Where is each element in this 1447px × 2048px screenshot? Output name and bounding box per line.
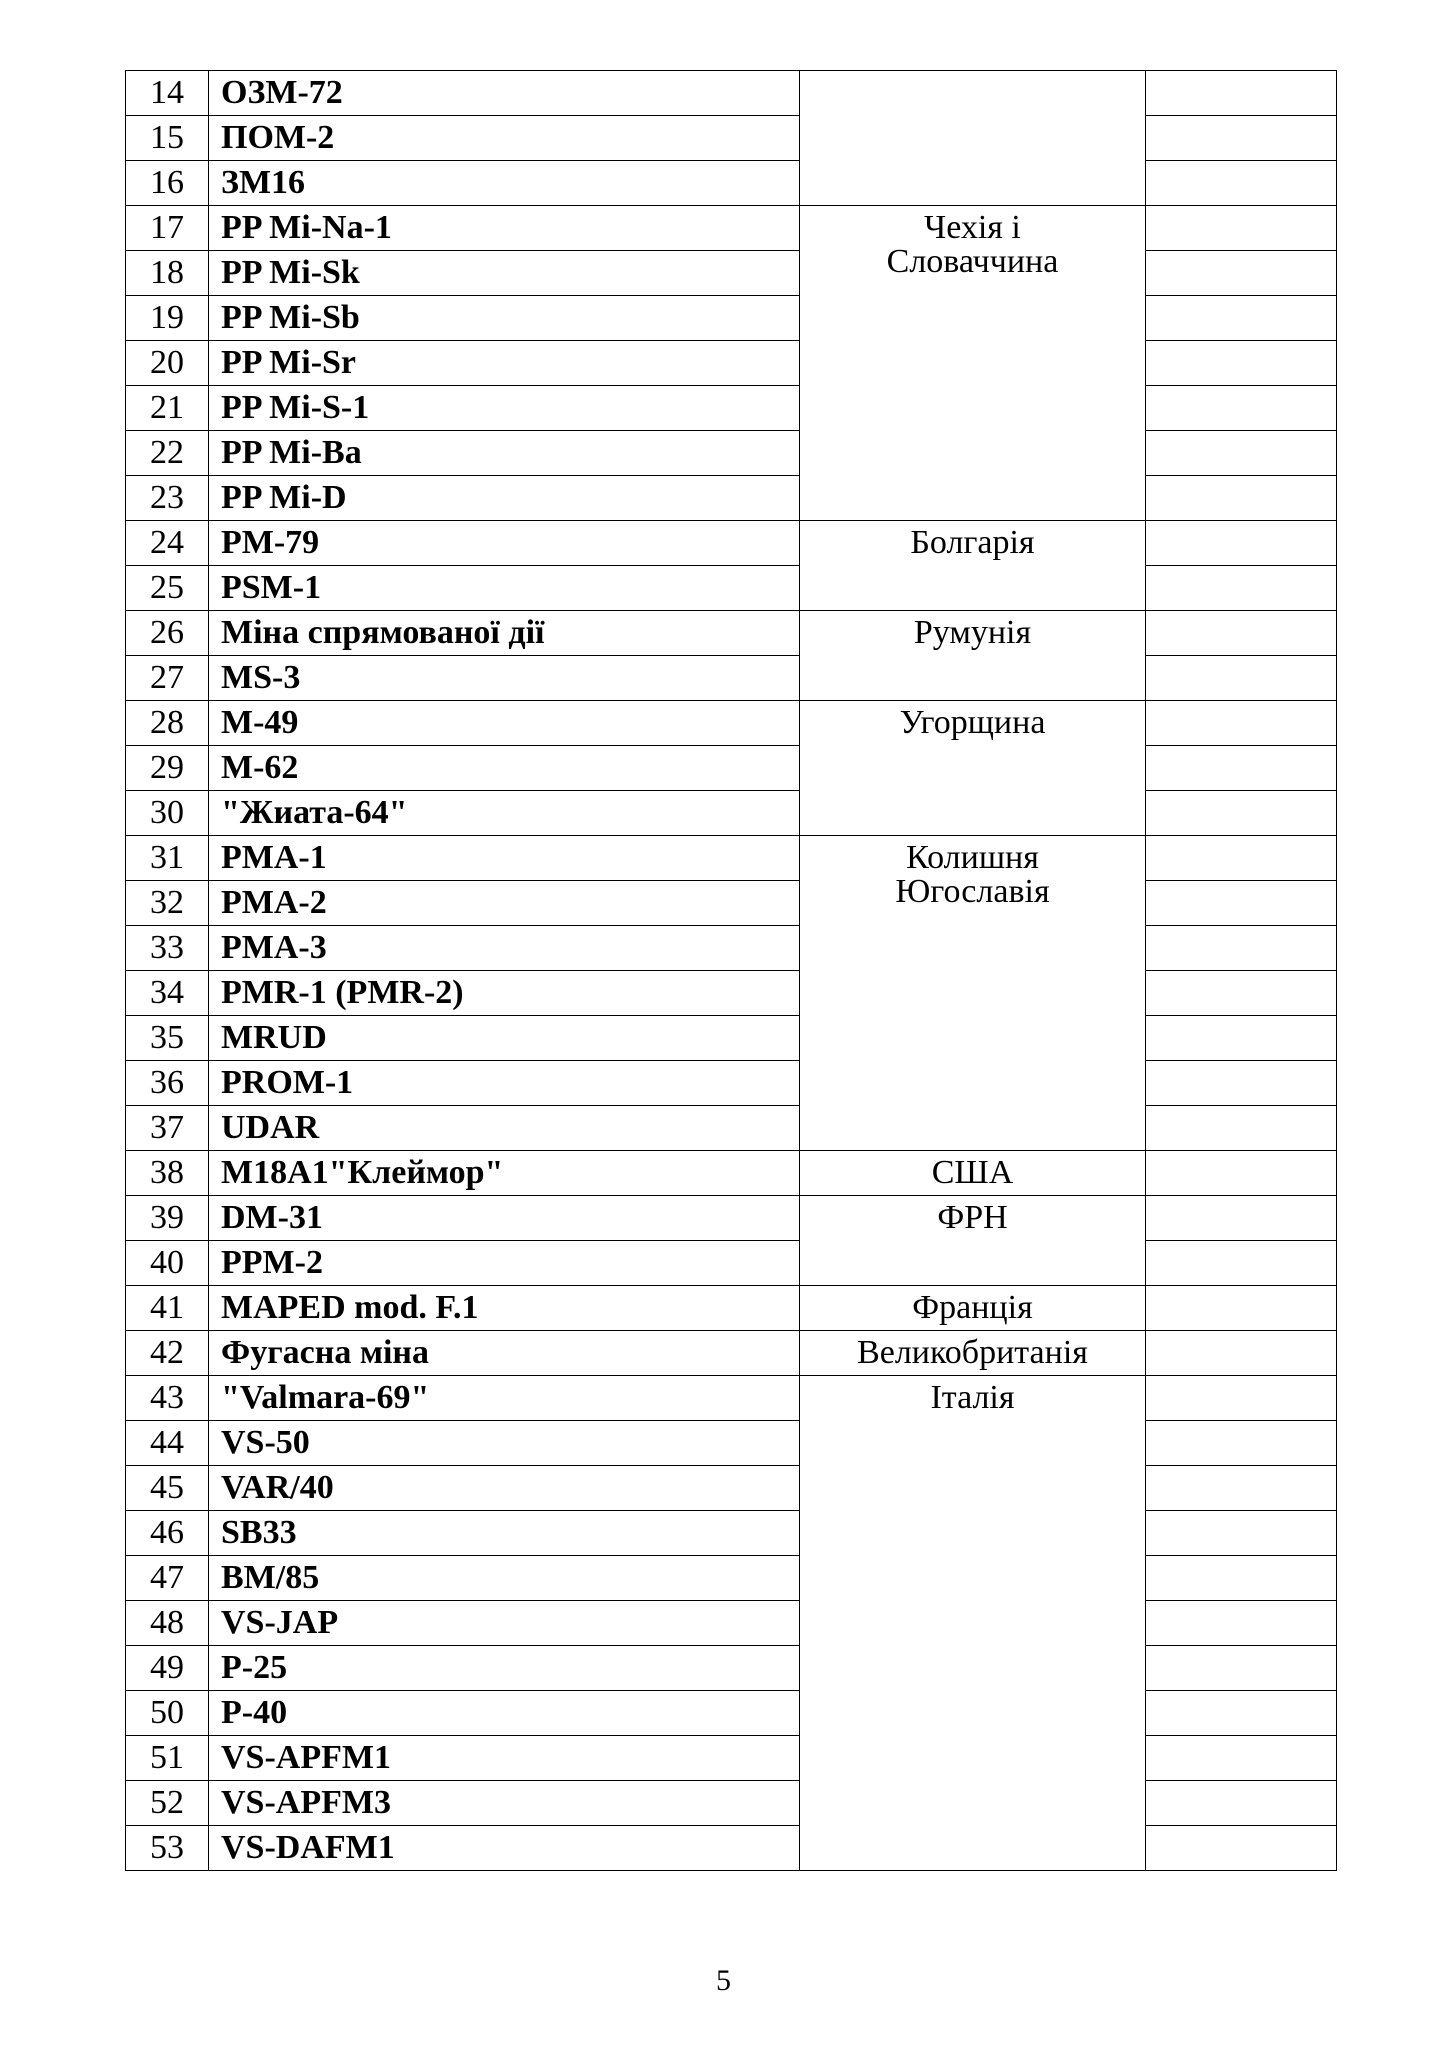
country-name-line: Югославія [895,873,1050,910]
empty-cell [1146,1196,1337,1241]
table-row [126,1241,1337,1286]
table-row [126,836,1337,881]
row-number: 44 [126,1421,209,1466]
country-name-line: Чехія і [924,209,1021,246]
empty-cell [1146,71,1337,116]
table-row [126,476,1337,521]
table-row [126,206,1337,251]
mine-name: PSM-1 [209,566,800,611]
row-number: 53 [126,1826,209,1871]
mine-name: UDAR [209,1106,800,1151]
table-row [126,1556,1337,1601]
table-row [126,1691,1337,1736]
mine-name: PM-79 [209,521,800,566]
row-number: 14 [126,71,209,116]
empty-cell [1146,1736,1337,1781]
empty-cell [1146,746,1337,791]
mine-name: VS-APFM3 [209,1781,800,1826]
country-name-line: Угорщина [899,704,1046,741]
table-row [126,521,1337,566]
table-row [126,161,1337,206]
row-number: 24 [126,521,209,566]
mine-name: ЗМ16 [209,161,800,206]
empty-cell [1146,971,1337,1016]
table-row [126,1826,1337,1871]
row-number: 46 [126,1511,209,1556]
empty-cell [1146,1421,1337,1466]
country-cell [800,1286,1146,1331]
mine-name: ОЗМ-72 [209,71,800,116]
empty-cell [1146,1466,1337,1511]
country-cell [800,1196,1146,1286]
mine-name: MS-3 [209,656,800,701]
row-number: 19 [126,296,209,341]
empty-cell [1146,1691,1337,1736]
row-number: 27 [126,656,209,701]
row-number: 38 [126,1151,209,1196]
mine-name: MRUD [209,1016,800,1061]
country-cell [800,836,1146,1151]
row-number: 49 [126,1646,209,1691]
row-number: 28 [126,701,209,746]
empty-cell [1146,1556,1337,1601]
table-row [126,1286,1337,1331]
row-number: 34 [126,971,209,1016]
table-row [126,1331,1337,1376]
country-cell [800,701,1146,836]
empty-cell [1146,1601,1337,1646]
table-row [126,341,1337,386]
row-number: 23 [126,476,209,521]
country-name-line: Франція [912,1289,1033,1326]
table-row [126,701,1337,746]
row-number: 31 [126,836,209,881]
row-number: 48 [126,1601,209,1646]
empty-cell [1146,521,1337,566]
mine-name: VS-APFM1 [209,1736,800,1781]
row-number: 25 [126,566,209,611]
mine-name: PROM-1 [209,1061,800,1106]
mine-name: PP Mi-S-1 [209,386,800,431]
row-number: 15 [126,116,209,161]
row-number: 21 [126,386,209,431]
table-row [126,431,1337,476]
empty-cell [1146,116,1337,161]
row-number: 20 [126,341,209,386]
empty-cell [1146,1106,1337,1151]
country-name-line: ФРН [937,1199,1008,1236]
empty-cell [1146,251,1337,296]
mine-name: M-62 [209,746,800,791]
empty-cell [1146,656,1337,701]
row-number: 52 [126,1781,209,1826]
empty-cell [1146,791,1337,836]
empty-cell [1146,1646,1337,1691]
row-number: 51 [126,1736,209,1781]
mine-name: PPM-2 [209,1241,800,1286]
table-row [126,1376,1337,1421]
empty-cell [1146,161,1337,206]
mine-name: PMA-3 [209,926,800,971]
country-cell [800,206,1146,521]
empty-cell [1146,1376,1337,1421]
table-row [126,386,1337,431]
mine-name: PMR-1 (PMR-2) [209,971,800,1016]
table-row [126,1511,1337,1556]
table-row [126,1421,1337,1466]
mine-name: MAPED mod. F.1 [209,1286,800,1331]
country-cell [800,1331,1146,1376]
empty-cell [1146,206,1337,251]
country-cell [800,611,1146,701]
mine-name: VS-50 [209,1421,800,1466]
empty-cell [1146,1286,1337,1331]
country-cell [800,1151,1146,1196]
country-cell [800,521,1146,611]
table-row [126,746,1337,791]
empty-cell [1146,611,1337,656]
country-name-line: Болгарія [910,524,1035,561]
empty-cell [1146,341,1337,386]
mine-name: ПОМ-2 [209,116,800,161]
country-name-line: Італія [930,1379,1015,1416]
row-number: 30 [126,791,209,836]
table-row [126,71,1337,116]
row-number: 43 [126,1376,209,1421]
mine-name: Фугасна міна [209,1331,800,1376]
table-row [126,1016,1337,1061]
mine-name: VAR/40 [209,1466,800,1511]
table-row [126,926,1337,971]
table-row [126,1646,1337,1691]
mines-table [125,70,1337,1871]
mine-name: "Жиата-64" [209,791,800,836]
table-row [126,881,1337,926]
row-number: 36 [126,1061,209,1106]
mine-name: M18A1"Клеймор" [209,1151,800,1196]
empty-cell [1146,566,1337,611]
row-number: 41 [126,1286,209,1331]
mine-name: PP Mi-D [209,476,800,521]
empty-cell [1146,1826,1337,1871]
empty-cell [1146,701,1337,746]
table-row [126,1061,1337,1106]
table-row [126,611,1337,656]
mine-name: PP Mi-Sk [209,251,800,296]
row-number: 42 [126,1331,209,1376]
empty-cell [1146,1241,1337,1286]
country-cell [800,1376,1146,1871]
country-name-line: Великобританія [857,1334,1088,1371]
mine-name: PMA-2 [209,881,800,926]
mine-name: VS-JAP [209,1601,800,1646]
mine-name: PP Mi-Sb [209,296,800,341]
row-number: 39 [126,1196,209,1241]
row-number: 22 [126,431,209,476]
mine-name: P-40 [209,1691,800,1736]
row-number: 32 [126,881,209,926]
empty-cell [1146,1511,1337,1556]
page-number: 5 [716,1964,731,1997]
mine-name: P-25 [209,1646,800,1691]
mine-name: SB33 [209,1511,800,1556]
mine-name: PMA-1 [209,836,800,881]
mine-name: VS-DAFM1 [209,1826,800,1871]
table-row [126,251,1337,296]
mine-name: M-49 [209,701,800,746]
mine-name: DM-31 [209,1196,800,1241]
mine-name: "Valmara-69" [209,1376,800,1421]
table-row [126,1601,1337,1646]
table-row [126,656,1337,701]
empty-cell [1146,431,1337,476]
table-row [126,116,1337,161]
empty-cell [1146,1331,1337,1376]
row-number: 16 [126,161,209,206]
empty-cell [1146,1016,1337,1061]
table-row [126,566,1337,611]
table-row [126,1781,1337,1826]
row-number: 37 [126,1106,209,1151]
mine-name: PP Mi-Na-1 [209,206,800,251]
table-row [126,971,1337,1016]
table-row [126,791,1337,836]
empty-cell [1146,1061,1337,1106]
country-cell [800,71,1146,206]
table-row [126,1736,1337,1781]
empty-cell [1146,926,1337,971]
row-number: 45 [126,1466,209,1511]
empty-cell [1146,881,1337,926]
table-row [126,296,1337,341]
country-name-line: Колишня [906,839,1039,876]
table-row [126,1151,1337,1196]
table-row [126,1196,1337,1241]
row-number: 29 [126,746,209,791]
row-number: 26 [126,611,209,656]
empty-cell [1146,836,1337,881]
country-name-line: Румунія [913,614,1032,651]
mine-name: PP Mi-Ba [209,431,800,476]
mine-name: BM/85 [209,1556,800,1601]
country-name-line: США [931,1154,1014,1191]
empty-cell [1146,1151,1337,1196]
row-number: 35 [126,1016,209,1061]
row-number: 18 [126,251,209,296]
empty-cell [1146,476,1337,521]
mines-table-body [126,71,1337,1871]
country-name-line: Словаччина [886,243,1059,280]
row-number: 47 [126,1556,209,1601]
mine-name: PP Mi-Sr [209,341,800,386]
empty-cell [1146,386,1337,431]
empty-cell [1146,1781,1337,1826]
row-number: 17 [126,206,209,251]
table-row [126,1466,1337,1511]
row-number: 50 [126,1691,209,1736]
row-number: 33 [126,926,209,971]
row-number: 40 [126,1241,209,1286]
empty-cell [1146,296,1337,341]
mine-name: Міна спрямованої дії [209,611,800,656]
table-row [126,1106,1337,1151]
